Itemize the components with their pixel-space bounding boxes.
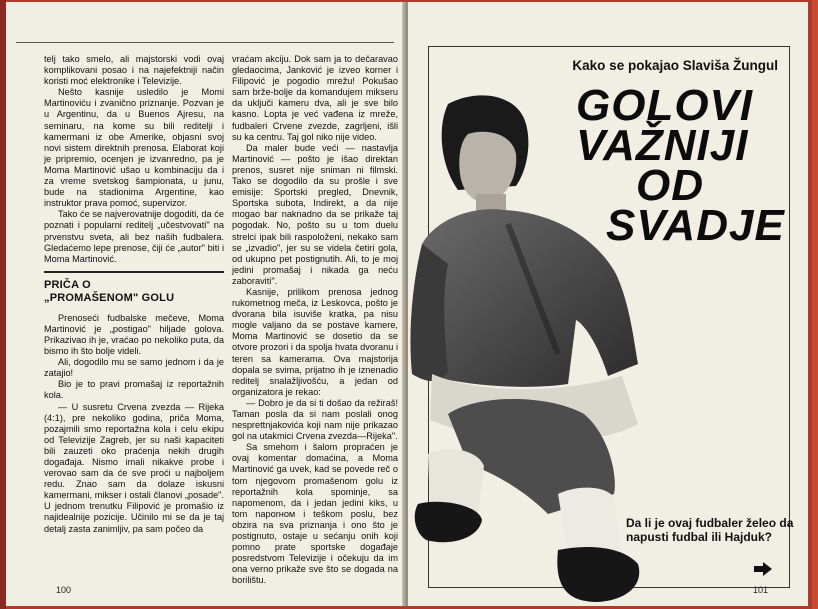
magazine-spread [6, 2, 812, 606]
page-number-left: 100 [56, 585, 72, 595]
paragraph: Sa smehom i šalom propraćen je ovaj komentar domaćina, a Moma Martinović ga uvek, kad se povede reč o tom njegovom promašenom golu iz reportažnih kola spominje, sa napomenom, da i jedan jedini kiks, u tom naporном i teškom poslu, bez obzira na sva priznanja i ono što je postignuto, ostaje u sećanju onih koji pomno prate sportske događaje posredstvom Televizije i očekuju da im ona verno prikaže sve što se dogada na borilištu. [232, 442, 398, 586]
paragraph: Prenoseći fudbalske mečeve, Moma Martinović je „postigao" hiljade golova. Prikazivao ih je, vraćao po nekoliko puta, da bismo ih što bolje videli. [44, 312, 224, 357]
page-number-right: 101 [752, 585, 768, 595]
headline-line-3: OD [636, 161, 704, 210]
paragraph: Kasnije, prilikom prenosa jednog rukometnog meča, iz Leskovca, pošto je dvorana bila isuviše kratka, pa nisu mogle valjano da se postave kamere, Moma Martinović se dosetio da se otvore prozori i da spolja hvata dvoranu i teren sa kamerama. Ova majstorija dopala se svima, prijatno ih je iznenadio reditelj snalažljivošću, a jedan od organizatora je rekao: [232, 286, 398, 397]
section-rule [44, 271, 224, 273]
photo-caption: Da li je ovaj fudbaler želeo da napusti fudbal ili Hajduk? [626, 516, 794, 544]
article-kicker: Kako se pokajao Slaviša Žungul [572, 58, 778, 73]
paragraph: — Dobro je da si ti došao da režiraš! Taman posla da si nam poslali onog nesprettnjakovića koji nam nije prikazao gol na utakmici Crvena zvezda—Rijeka". [232, 397, 398, 442]
left-column-1 [44, 54, 224, 535]
paragraph: vraćam akciju. Dok sam ja to dečaravao gledaocima, Janković je izveo korner i Filipović je pogodio mrežu! Pokušao sam brže-bolje da komandujem mikseru da uključi kameru dva, ali je sve bilo kasno. Lopta je već vađena iz mreže, fudbaleri Crvene zvezde, zagrljeni, išli su ka centru. Taj gol niko nije video. [232, 54, 398, 142]
top-rule [16, 42, 394, 43]
article-headline [576, 81, 796, 250]
left-page [6, 2, 404, 606]
section-heading [44, 279, 224, 305]
right-arrow-icon [754, 562, 772, 576]
headline-line-4: SVADJE [606, 201, 785, 250]
left-column-2 [232, 54, 398, 587]
paragraph: Nešto kasnije usledilo je Momi Martinoviću i zvanično priznanje. Pozvan je u Argentinu, da u Buenos Ajresu, na seminaru, na kome su bili reditelji i kamermani iz obe Amerike, objasni svoj novi sistem direktnih prenosa. Elaborat koji je pripremio, ocenjen je izvanredno, pa je Moma Martinović ušao u kombinaciju da i za vreme svetskog šampionata, u junu, bude na stadionima Argentine, kao instruktor prava pomoć, supervizor. [44, 87, 224, 209]
right-page [408, 2, 808, 606]
paragraph: Da maler bude veći — nastavlja Martinović — pošto je išao direktan prenos, susret nije sniman ni filmski. Tako se dogodilo da su prošle i sve emisije: Sportski pregled, Dnevnik, Sportska subota, Indirekt, a da nije mogao bar naknadno da se prikaže taj pogodak. No, pošto su u tom duelu strelci ipak bili raspoloženi, nekako sam se „izvadio", jer su se videla četiri gola, od ukupno pet postignutih. Ali, to je moj jedini promašaj i nikada ga neću zaboraviti". [232, 142, 398, 286]
paragraph: Ali, dogodilo mu se samo jednom i da je zatajio! [44, 357, 224, 379]
paragraph: — U susretu Crvena zvezda — Rijeka (4:1), pre nekoliko godina, priča Moma, pozajmili smo reportažna kola i celu ekipu od Televizije Zagreb, jer su naši kapaciteti bili zauzeti oko praćenja nekih drugih događaja. Nismo imali nikakve probe i verovao sam da će sve proći u najboljem redu. Znao sam da dolaze iskusni kamermani, mikser i ostali članovi „posade". U jednom trenutku Filipović je promašio iz najidealnije pozicije. Učinilo mi se da je taj detalj zasta zanimljiv, pa sam počeo da [44, 401, 224, 534]
section-heading-line-1: PRIČA O [44, 278, 91, 291]
paragraph: Tako će se najverovatnije dogoditi, da će poznati i popularni reditelj „učestvovati" na prvenstvu sveta, ali bez naših fudbalera. Gledaćemo lepe prenose, čiji će „autor" biti i Moma Martinović. [44, 209, 224, 264]
paragraph: Bio je to pravi promašaj iz reportažnih kola. [44, 379, 224, 401]
headline-line-1: GOLOVI [576, 81, 754, 130]
headline-line-2: VAŽNIJI [576, 121, 749, 170]
binding-edge-right [812, 0, 818, 609]
paragraph: telj tako smelo, ali majstorski vodi ovaj komplikovani posao i na najefektniji način koristi moć elektronike i Televizije. [44, 54, 224, 87]
section-heading-line-2: „PROMAŠENOM" GOLU [44, 291, 175, 304]
